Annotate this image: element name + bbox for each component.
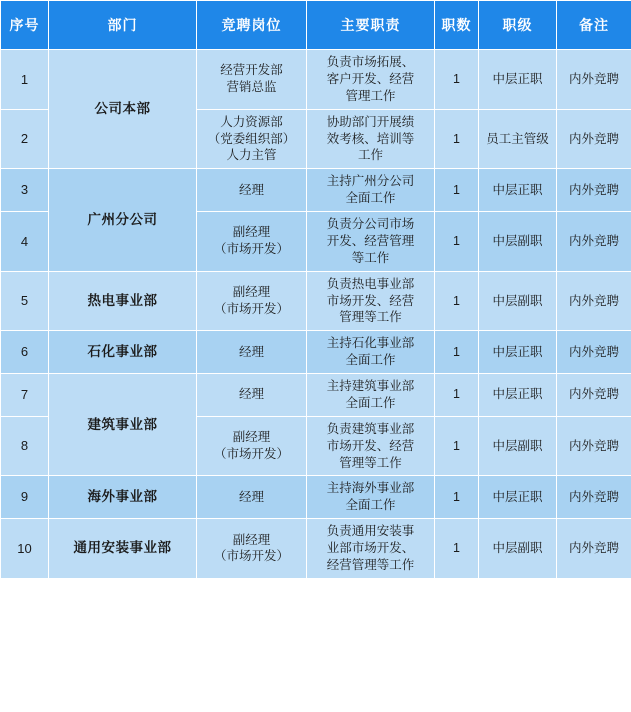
column-header-post: 竞聘岗位 bbox=[197, 1, 307, 50]
table-row bbox=[1, 331, 631, 374]
cell-rank: 中层副职 bbox=[479, 519, 557, 579]
cell-position: 人力资源部 （党委组织部） 人力主管 bbox=[197, 109, 307, 169]
cell-rank: 中层正职 bbox=[479, 169, 557, 212]
cell-remark: 内外竞聘 bbox=[557, 169, 631, 212]
cell-headcount: 1 bbox=[435, 331, 479, 374]
cell-remark: 内外竞聘 bbox=[557, 519, 631, 579]
cell-position: 副经理 （市场开发） bbox=[197, 416, 307, 476]
cell-remark: 内外竞聘 bbox=[557, 416, 631, 476]
cell-headcount: 1 bbox=[435, 212, 479, 272]
cell-sequence: 10 bbox=[1, 519, 49, 579]
table-row bbox=[1, 50, 631, 110]
cell-rank: 员工主管级 bbox=[479, 109, 557, 169]
cell-headcount: 1 bbox=[435, 109, 479, 169]
cell-department: 广州分公司 bbox=[49, 169, 197, 271]
cell-headcount: 1 bbox=[435, 416, 479, 476]
cell-duties: 主持石化事业部 全面工作 bbox=[307, 331, 435, 374]
cell-rank: 中层副职 bbox=[479, 212, 557, 272]
table-body bbox=[1, 50, 631, 579]
cell-headcount: 1 bbox=[435, 169, 479, 212]
cell-headcount: 1 bbox=[435, 476, 479, 519]
cell-sequence: 5 bbox=[1, 271, 49, 331]
table-row bbox=[1, 476, 631, 519]
table-row bbox=[1, 374, 631, 417]
column-header-rank: 职级 bbox=[479, 1, 557, 50]
cell-department: 建筑事业部 bbox=[49, 374, 197, 476]
cell-remark: 内外竞聘 bbox=[557, 50, 631, 110]
cell-rank: 中层正职 bbox=[479, 331, 557, 374]
cell-headcount: 1 bbox=[435, 374, 479, 417]
cell-remark: 内外竞聘 bbox=[557, 271, 631, 331]
cell-remark: 内外竞聘 bbox=[557, 212, 631, 272]
cell-rank: 中层正职 bbox=[479, 476, 557, 519]
cell-position: 经理 bbox=[197, 169, 307, 212]
cell-duties: 协助部门开展绩 效考核、培训等 工作 bbox=[307, 109, 435, 169]
cell-sequence: 2 bbox=[1, 109, 49, 169]
cell-headcount: 1 bbox=[435, 50, 479, 110]
cell-position: 副经理 （市场开发） bbox=[197, 271, 307, 331]
cell-sequence: 7 bbox=[1, 374, 49, 417]
column-header-note: 备注 bbox=[557, 1, 631, 50]
cell-duties: 负责热电事业部 市场开发、经营 管理等工作 bbox=[307, 271, 435, 331]
cell-rank: 中层副职 bbox=[479, 271, 557, 331]
column-header-seq: 序号 bbox=[1, 1, 49, 50]
table-row bbox=[1, 271, 631, 331]
cell-remark: 内外竞聘 bbox=[557, 476, 631, 519]
cell-remark: 内外竞聘 bbox=[557, 374, 631, 417]
cell-duties: 负责分公司市场 开发、经营管理 等工作 bbox=[307, 212, 435, 272]
cell-duties: 主持广州分公司 全面工作 bbox=[307, 169, 435, 212]
cell-department: 通用安装事业部 bbox=[49, 519, 197, 579]
cell-rank: 中层正职 bbox=[479, 374, 557, 417]
cell-headcount: 1 bbox=[435, 519, 479, 579]
table-header-row bbox=[1, 1, 631, 50]
column-header-duty: 主要职责 bbox=[307, 1, 435, 50]
table-row bbox=[1, 519, 631, 579]
column-header-dept: 部门 bbox=[49, 1, 197, 50]
cell-position: 副经理 （市场开发） bbox=[197, 519, 307, 579]
cell-sequence: 9 bbox=[1, 476, 49, 519]
cell-position: 经理 bbox=[197, 476, 307, 519]
cell-remark: 内外竞聘 bbox=[557, 331, 631, 374]
table-row bbox=[1, 169, 631, 212]
cell-duties: 负责通用安装事 业部市场开发、 经营管理等工作 bbox=[307, 519, 435, 579]
cell-position: 副经理 （市场开发） bbox=[197, 212, 307, 272]
cell-department: 海外事业部 bbox=[49, 476, 197, 519]
cell-sequence: 6 bbox=[1, 331, 49, 374]
cell-sequence: 8 bbox=[1, 416, 49, 476]
cell-rank: 中层正职 bbox=[479, 50, 557, 110]
cell-department: 石化事业部 bbox=[49, 331, 197, 374]
cell-position: 经营开发部 营销总监 bbox=[197, 50, 307, 110]
column-header-num: 职数 bbox=[435, 1, 479, 50]
cell-duties: 主持海外事业部 全面工作 bbox=[307, 476, 435, 519]
table-header bbox=[1, 1, 631, 50]
cell-duties: 负责建筑事业部 市场开发、经营 管理等工作 bbox=[307, 416, 435, 476]
cell-sequence: 4 bbox=[1, 212, 49, 272]
cell-duties: 主持建筑事业部 全面工作 bbox=[307, 374, 435, 417]
cell-duties: 负责市场拓展、 客户开发、经营 管理工作 bbox=[307, 50, 435, 110]
cell-rank: 中层副职 bbox=[479, 416, 557, 476]
cell-position: 经理 bbox=[197, 331, 307, 374]
cell-department: 公司本部 bbox=[49, 50, 197, 169]
cell-sequence: 3 bbox=[1, 169, 49, 212]
cell-headcount: 1 bbox=[435, 271, 479, 331]
cell-position: 经理 bbox=[197, 374, 307, 417]
cell-remark: 内外竞聘 bbox=[557, 109, 631, 169]
cell-sequence: 1 bbox=[1, 50, 49, 110]
cell-department: 热电事业部 bbox=[49, 271, 197, 331]
